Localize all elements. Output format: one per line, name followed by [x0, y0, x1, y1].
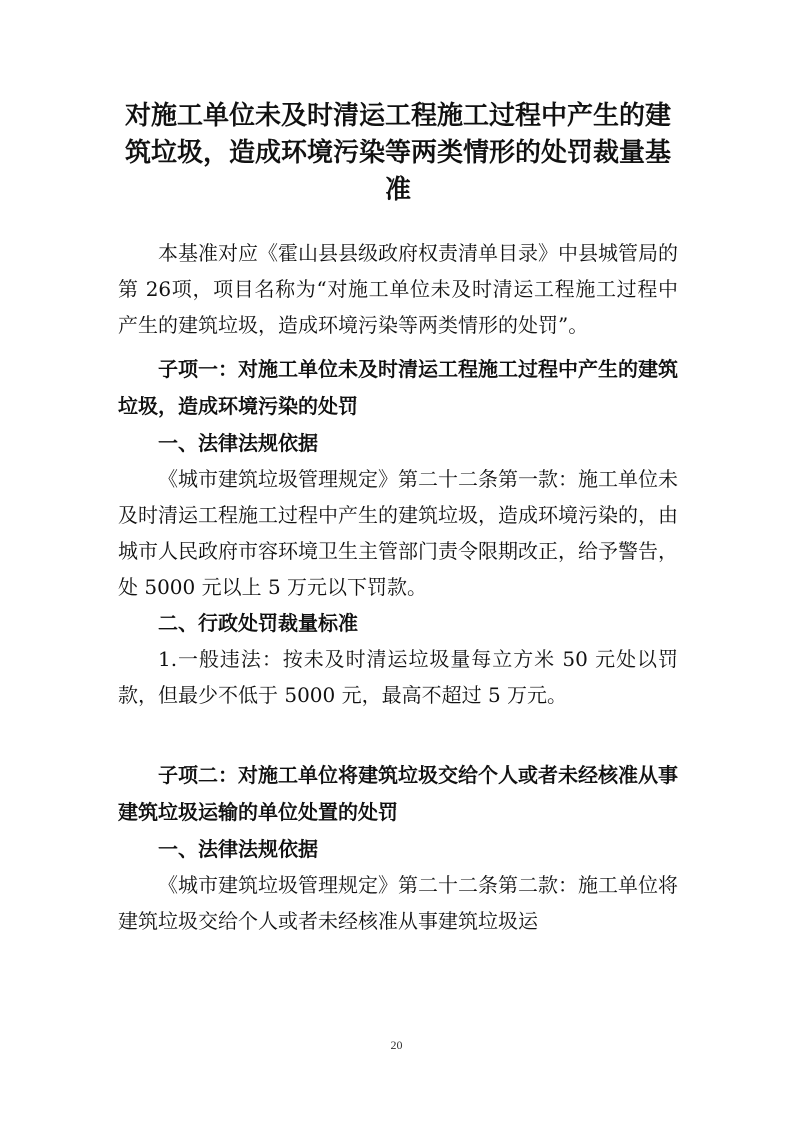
- subitem-1-standard-heading: 二、行政处罚裁量标准: [158, 611, 358, 635]
- section-spacer: [118, 713, 678, 749]
- subitem-2-legal-basis-heading: 一、法律法规依据: [158, 837, 318, 861]
- document-title: 对施工单位未及时清运工程施工过程中产生的建筑垃圾，造成环境污染等两类情形的处罚裁量基准: [124, 101, 671, 205]
- page-number: 20: [390, 1038, 403, 1052]
- subitem-1-title: 子项一：对施工单位未及时清运工程施工过程中产生的建筑垃圾，造成环境污染的处罚: [118, 357, 678, 418]
- subitem-1-legal-basis-heading: 一、法律法规依据: [158, 431, 318, 455]
- subitem-1-legal-basis-text: 《城市建筑垃圾管理规定》第二十二条第一款：施工单位未及时清运工程施工过程中产生的建筑垃圾，造成环境污染的，由城市人民政府市容环境卫生主管部门责令限期改正，给予警告，处 5000 元以上 5 万元以下罚款。: [118, 467, 678, 599]
- subitem-2-title: 子项二：对施工单位将建筑垃圾交给个人或者未经核准从事建筑垃圾运输的单位处置的处罚: [118, 763, 678, 824]
- document-body: [118, 98, 678, 939]
- subitem-1-standard-text: 1.一般违法：按未及时清运垃圾量每立方米 50 元处以罚款，但最少不低于 5000 元，最高不超过 5 万元。: [118, 647, 678, 707]
- intro-paragraph: 本基准对应《霍山县县级政府权责清单目录》中县城管局的第 26项，项目名称为“对施工单位未及时清运工程施工过程中产生的建筑垃圾，造成环境污染等两类情形的处罚”。: [118, 241, 678, 337]
- subitem-2-legal-basis-text: 《城市建筑垃圾管理规定》第二十二条第二款：施工单位将建筑垃圾交给个人或者未经核准从事建筑垃圾运: [118, 873, 678, 933]
